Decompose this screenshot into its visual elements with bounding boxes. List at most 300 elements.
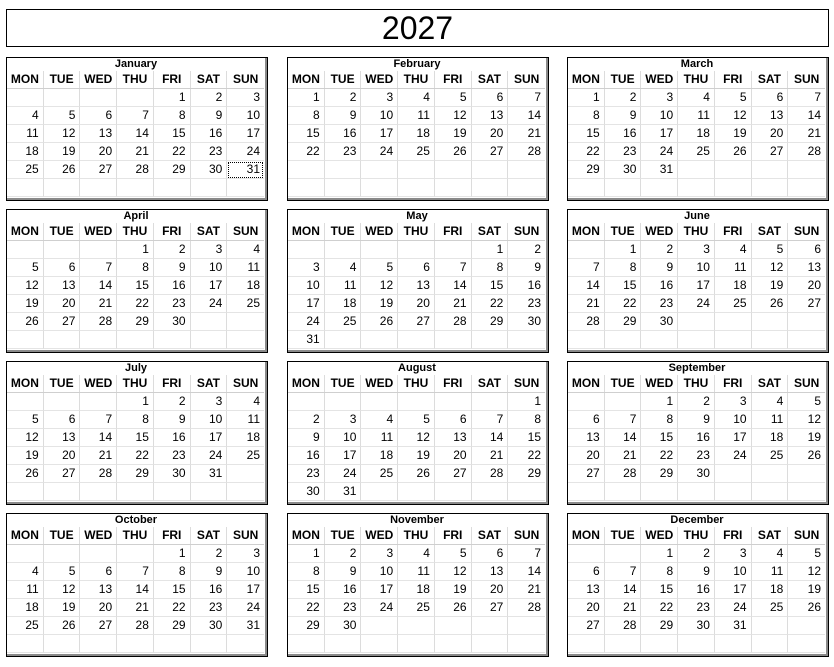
day-cell[interactable]: 6 [472, 545, 509, 563]
day-cell[interactable]: 16 [154, 277, 191, 295]
day-cell[interactable]: 30 [678, 465, 715, 483]
day-cell[interactable]: 6 [788, 241, 825, 259]
day-cell[interactable]: 22 [154, 599, 191, 617]
day-cell[interactable]: 14 [80, 277, 117, 295]
day-cell[interactable]: 27 [568, 617, 605, 635]
day-cell[interactable]: 16 [678, 429, 715, 447]
day-cell[interactable]: 11 [678, 107, 715, 125]
day-cell[interactable] [752, 635, 789, 653]
day-cell[interactable]: 23 [678, 447, 715, 465]
day-cell[interactable] [44, 331, 81, 349]
day-cell[interactable] [44, 179, 81, 197]
day-cell[interactable]: 21 [508, 125, 545, 143]
day-cell[interactable]: 2 [154, 241, 191, 259]
day-cell[interactable]: 27 [44, 465, 81, 483]
day-cell[interactable]: 15 [288, 581, 325, 599]
day-cell[interactable] [435, 393, 472, 411]
day-cell[interactable]: 21 [117, 143, 154, 161]
day-cell[interactable]: 24 [325, 465, 362, 483]
day-cell[interactable] [568, 241, 605, 259]
day-cell[interactable]: 17 [715, 581, 752, 599]
day-cell[interactable] [80, 545, 117, 563]
day-cell[interactable]: 8 [117, 411, 154, 429]
day-cell[interactable]: 2 [288, 411, 325, 429]
day-cell[interactable]: 18 [227, 277, 264, 295]
day-cell[interactable]: 28 [80, 313, 117, 331]
day-cell[interactable]: 7 [435, 259, 472, 277]
day-cell[interactable]: 30 [605, 161, 642, 179]
day-cell[interactable]: 30 [191, 617, 228, 635]
day-cell[interactable] [678, 635, 715, 653]
day-cell[interactable]: 4 [325, 259, 362, 277]
day-cell[interactable] [80, 89, 117, 107]
day-cell[interactable]: 29 [641, 465, 678, 483]
day-cell[interactable] [44, 89, 81, 107]
day-cell[interactable]: 24 [191, 447, 228, 465]
day-cell[interactable] [288, 161, 325, 179]
day-cell[interactable]: 27 [44, 313, 81, 331]
day-cell[interactable]: 24 [191, 295, 228, 313]
day-cell[interactable] [325, 635, 362, 653]
day-cell[interactable]: 26 [788, 599, 825, 617]
day-cell[interactable]: 13 [568, 581, 605, 599]
day-cell[interactable]: 23 [191, 143, 228, 161]
day-cell[interactable]: 10 [361, 563, 398, 581]
day-cell[interactable] [117, 635, 154, 653]
day-cell[interactable]: 21 [605, 599, 642, 617]
day-cell[interactable] [752, 617, 789, 635]
day-cell[interactable]: 19 [398, 447, 435, 465]
day-cell[interactable]: 9 [191, 107, 228, 125]
day-cell[interactable]: 21 [508, 581, 545, 599]
day-cell[interactable]: 3 [325, 411, 362, 429]
day-cell[interactable]: 25 [227, 447, 264, 465]
day-cell[interactable]: 17 [325, 447, 362, 465]
day-cell[interactable]: 11 [398, 107, 435, 125]
day-cell[interactable] [361, 617, 398, 635]
day-cell[interactable]: 6 [398, 259, 435, 277]
day-cell[interactable] [472, 179, 509, 197]
day-cell[interactable]: 11 [361, 429, 398, 447]
day-cell[interactable]: 18 [752, 429, 789, 447]
day-cell[interactable] [788, 465, 825, 483]
day-cell[interactable]: 15 [605, 277, 642, 295]
day-cell[interactable]: 29 [508, 465, 545, 483]
day-cell[interactable]: 3 [191, 241, 228, 259]
day-cell[interactable]: 11 [398, 563, 435, 581]
day-cell[interactable]: 15 [288, 125, 325, 143]
day-cell[interactable]: 10 [288, 277, 325, 295]
day-cell[interactable] [568, 483, 605, 501]
day-cell[interactable]: 25 [715, 295, 752, 313]
day-cell[interactable]: 1 [154, 89, 191, 107]
day-cell[interactable]: 16 [678, 581, 715, 599]
day-cell[interactable]: 31 [641, 161, 678, 179]
day-cell[interactable]: 11 [325, 277, 362, 295]
day-cell[interactable]: 19 [44, 599, 81, 617]
day-cell[interactable]: 9 [325, 107, 362, 125]
day-cell[interactable]: 22 [568, 143, 605, 161]
day-cell[interactable]: 9 [678, 563, 715, 581]
day-cell[interactable]: 23 [325, 599, 362, 617]
day-cell[interactable]: 28 [508, 143, 545, 161]
day-cell[interactable]: 24 [715, 447, 752, 465]
day-cell[interactable]: 8 [288, 107, 325, 125]
day-cell[interactable]: 14 [435, 277, 472, 295]
day-cell[interactable]: 23 [288, 465, 325, 483]
day-cell[interactable] [361, 393, 398, 411]
day-cell[interactable]: 27 [472, 143, 509, 161]
day-cell[interactable]: 7 [605, 411, 642, 429]
day-cell[interactable] [191, 313, 228, 331]
day-cell[interactable]: 19 [361, 295, 398, 313]
day-cell[interactable]: 23 [678, 599, 715, 617]
day-cell[interactable] [678, 179, 715, 197]
day-cell[interactable]: 17 [191, 429, 228, 447]
day-cell[interactable] [117, 179, 154, 197]
day-cell[interactable]: 16 [508, 277, 545, 295]
day-cell[interactable]: 2 [325, 545, 362, 563]
day-cell[interactable]: 7 [117, 107, 154, 125]
day-cell[interactable]: 22 [641, 599, 678, 617]
day-cell[interactable] [80, 393, 117, 411]
day-cell[interactable]: 11 [227, 259, 264, 277]
day-cell[interactable] [472, 161, 509, 179]
day-cell[interactable] [568, 393, 605, 411]
day-cell[interactable] [398, 393, 435, 411]
day-cell[interactable]: 4 [7, 107, 44, 125]
day-cell[interactable]: 12 [361, 277, 398, 295]
day-cell[interactable]: 16 [288, 447, 325, 465]
day-cell[interactable] [508, 617, 545, 635]
day-cell[interactable]: 27 [80, 161, 117, 179]
day-cell[interactable] [752, 161, 789, 179]
day-cell[interactable]: 30 [508, 313, 545, 331]
day-cell[interactable]: 1 [641, 545, 678, 563]
day-cell[interactable]: 17 [361, 581, 398, 599]
day-cell[interactable] [568, 635, 605, 653]
day-cell[interactable]: 23 [154, 295, 191, 313]
day-cell[interactable] [435, 483, 472, 501]
day-cell[interactable]: 24 [361, 599, 398, 617]
day-cell[interactable]: 14 [80, 429, 117, 447]
day-cell[interactable] [568, 545, 605, 563]
day-cell[interactable]: 9 [678, 411, 715, 429]
day-cell[interactable]: 11 [715, 259, 752, 277]
day-cell[interactable]: 16 [191, 581, 228, 599]
day-cell[interactable] [80, 241, 117, 259]
day-cell[interactable]: 22 [288, 599, 325, 617]
day-cell[interactable]: 11 [7, 125, 44, 143]
day-cell[interactable]: 10 [715, 563, 752, 581]
day-cell[interactable]: 23 [325, 143, 362, 161]
day-cell[interactable]: 9 [325, 563, 362, 581]
day-cell[interactable]: 30 [641, 313, 678, 331]
day-cell[interactable]: 22 [117, 447, 154, 465]
day-cell[interactable]: 29 [117, 465, 154, 483]
day-cell[interactable] [191, 331, 228, 349]
day-cell[interactable]: 13 [472, 563, 509, 581]
day-cell[interactable]: 23 [605, 143, 642, 161]
day-cell[interactable] [227, 331, 264, 349]
day-cell[interactable]: 19 [7, 447, 44, 465]
day-cell[interactable]: 1 [288, 545, 325, 563]
day-cell[interactable]: 15 [117, 277, 154, 295]
day-cell[interactable]: 2 [678, 545, 715, 563]
day-cell[interactable] [80, 483, 117, 501]
day-cell[interactable]: 21 [788, 125, 825, 143]
day-cell[interactable]: 9 [191, 563, 228, 581]
day-cell[interactable]: 3 [191, 393, 228, 411]
day-cell[interactable]: 11 [227, 411, 264, 429]
day-cell[interactable] [288, 393, 325, 411]
day-cell[interactable] [7, 545, 44, 563]
day-cell[interactable]: 30 [154, 465, 191, 483]
day-cell[interactable]: 2 [678, 393, 715, 411]
day-cell[interactable]: 10 [227, 563, 264, 581]
day-cell[interactable]: 1 [154, 545, 191, 563]
day-cell[interactable]: 6 [44, 259, 81, 277]
day-cell[interactable]: 24 [715, 599, 752, 617]
day-cell[interactable] [641, 483, 678, 501]
day-cell[interactable]: 21 [117, 599, 154, 617]
day-cell[interactable] [678, 161, 715, 179]
day-cell[interactable] [7, 635, 44, 653]
day-cell[interactable] [191, 635, 228, 653]
day-cell[interactable]: 1 [117, 241, 154, 259]
day-cell[interactable] [788, 617, 825, 635]
day-cell[interactable] [398, 241, 435, 259]
day-cell[interactable]: 8 [568, 107, 605, 125]
day-cell[interactable]: 15 [641, 581, 678, 599]
day-cell[interactable]: 20 [568, 599, 605, 617]
day-cell[interactable]: 28 [605, 465, 642, 483]
day-cell[interactable]: 20 [472, 125, 509, 143]
day-cell[interactable]: 9 [508, 259, 545, 277]
day-cell[interactable]: 28 [117, 617, 154, 635]
day-cell[interactable]: 19 [788, 429, 825, 447]
day-cell[interactable] [435, 331, 472, 349]
day-cell[interactable]: 27 [752, 143, 789, 161]
day-cell[interactable] [7, 179, 44, 197]
day-cell[interactable]: 20 [752, 125, 789, 143]
day-cell[interactable] [435, 241, 472, 259]
day-cell[interactable] [361, 241, 398, 259]
day-cell[interactable]: 3 [361, 89, 398, 107]
day-cell[interactable] [398, 483, 435, 501]
day-cell[interactable]: 11 [7, 581, 44, 599]
day-cell[interactable]: 18 [7, 143, 44, 161]
day-cell[interactable]: 4 [752, 545, 789, 563]
day-cell[interactable]: 3 [641, 89, 678, 107]
day-cell[interactable]: 15 [568, 125, 605, 143]
day-cell[interactable]: 25 [398, 599, 435, 617]
day-cell[interactable]: 16 [605, 125, 642, 143]
day-cell[interactable] [788, 635, 825, 653]
day-cell[interactable]: 19 [44, 143, 81, 161]
day-cell[interactable]: 31 [191, 465, 228, 483]
day-cell[interactable]: 18 [678, 125, 715, 143]
day-cell[interactable] [508, 635, 545, 653]
day-cell[interactable]: 31 [288, 331, 325, 349]
day-cell[interactable]: 19 [715, 125, 752, 143]
day-cell[interactable]: 14 [117, 581, 154, 599]
day-cell[interactable] [605, 483, 642, 501]
day-cell[interactable] [788, 483, 825, 501]
day-cell[interactable]: 6 [568, 411, 605, 429]
day-cell[interactable]: 16 [154, 429, 191, 447]
day-cell[interactable]: 22 [472, 295, 509, 313]
day-cell[interactable]: 15 [472, 277, 509, 295]
day-cell[interactable] [80, 635, 117, 653]
day-cell[interactable]: 30 [325, 617, 362, 635]
day-cell[interactable]: 29 [117, 313, 154, 331]
day-cell[interactable]: 18 [7, 599, 44, 617]
day-cell[interactable]: 4 [361, 411, 398, 429]
day-cell[interactable]: 28 [605, 617, 642, 635]
day-cell[interactable]: 3 [227, 545, 264, 563]
day-cell[interactable]: 12 [788, 411, 825, 429]
day-cell[interactable]: 1 [568, 89, 605, 107]
day-cell[interactable] [472, 617, 509, 635]
day-cell[interactable]: 22 [154, 143, 191, 161]
day-cell[interactable]: 8 [508, 411, 545, 429]
day-cell[interactable] [117, 483, 154, 501]
day-cell[interactable] [641, 331, 678, 349]
day-cell[interactable]: 19 [435, 581, 472, 599]
day-cell[interactable]: 15 [508, 429, 545, 447]
day-cell[interactable]: 26 [7, 465, 44, 483]
day-cell[interactable]: 25 [7, 161, 44, 179]
day-cell[interactable]: 2 [641, 241, 678, 259]
day-cell[interactable]: 5 [788, 545, 825, 563]
day-cell[interactable] [361, 331, 398, 349]
day-cell[interactable] [715, 179, 752, 197]
day-cell[interactable]: 29 [605, 313, 642, 331]
day-cell[interactable]: 10 [678, 259, 715, 277]
day-cell[interactable]: 20 [435, 447, 472, 465]
day-cell[interactable]: 1 [508, 393, 545, 411]
day-cell[interactable] [435, 161, 472, 179]
day-cell[interactable] [752, 179, 789, 197]
day-cell[interactable]: 14 [508, 107, 545, 125]
day-cell[interactable]: 31 [227, 617, 264, 635]
day-cell[interactable]: 1 [641, 393, 678, 411]
day-cell[interactable] [715, 635, 752, 653]
day-cell[interactable]: 5 [398, 411, 435, 429]
day-cell[interactable]: 8 [641, 563, 678, 581]
day-cell[interactable]: 20 [80, 143, 117, 161]
day-cell[interactable]: 26 [435, 599, 472, 617]
day-cell[interactable]: 29 [472, 313, 509, 331]
day-cell[interactable] [752, 465, 789, 483]
day-cell[interactable] [715, 313, 752, 331]
day-cell[interactable] [435, 635, 472, 653]
day-cell[interactable] [788, 161, 825, 179]
day-cell[interactable] [191, 179, 228, 197]
day-cell[interactable]: 7 [80, 411, 117, 429]
day-cell[interactable]: 12 [398, 429, 435, 447]
day-cell[interactable]: 11 [752, 411, 789, 429]
day-cell[interactable]: 9 [154, 411, 191, 429]
day-cell[interactable] [678, 313, 715, 331]
day-cell[interactable]: 14 [472, 429, 509, 447]
day-cell[interactable]: 31 [715, 617, 752, 635]
day-cell[interactable]: 28 [472, 465, 509, 483]
day-cell[interactable] [752, 483, 789, 501]
day-cell[interactable]: 12 [44, 581, 81, 599]
day-cell[interactable]: 17 [361, 125, 398, 143]
day-cell[interactable]: 3 [227, 89, 264, 107]
day-cell[interactable] [325, 179, 362, 197]
day-cell[interactable]: 20 [44, 447, 81, 465]
day-cell[interactable]: 7 [788, 89, 825, 107]
day-cell[interactable]: 25 [325, 313, 362, 331]
day-cell[interactable] [788, 313, 825, 331]
day-cell[interactable]: 7 [80, 259, 117, 277]
day-cell[interactable]: 22 [117, 295, 154, 313]
day-cell[interactable]: 12 [752, 259, 789, 277]
day-cell[interactable]: 25 [752, 447, 789, 465]
day-cell[interactable]: 13 [788, 259, 825, 277]
day-cell[interactable]: 30 [288, 483, 325, 501]
day-cell[interactable]: 1 [472, 241, 509, 259]
day-cell[interactable]: 20 [568, 447, 605, 465]
day-cell[interactable]: 4 [398, 545, 435, 563]
day-cell[interactable]: 28 [788, 143, 825, 161]
day-cell[interactable]: 18 [398, 125, 435, 143]
day-cell[interactable]: 5 [435, 89, 472, 107]
day-cell[interactable] [788, 331, 825, 349]
day-cell[interactable] [398, 179, 435, 197]
day-cell[interactable]: 25 [678, 143, 715, 161]
day-cell[interactable] [361, 635, 398, 653]
day-cell[interactable]: 31 [227, 161, 264, 179]
day-cell[interactable] [227, 179, 264, 197]
day-cell[interactable]: 17 [641, 125, 678, 143]
day-cell[interactable]: 12 [7, 429, 44, 447]
day-cell[interactable]: 17 [227, 581, 264, 599]
day-cell[interactable]: 21 [605, 447, 642, 465]
day-cell[interactable] [227, 465, 264, 483]
day-cell[interactable]: 1 [605, 241, 642, 259]
day-cell[interactable]: 28 [508, 599, 545, 617]
day-cell[interactable]: 16 [325, 581, 362, 599]
day-cell[interactable] [7, 331, 44, 349]
day-cell[interactable] [227, 635, 264, 653]
day-cell[interactable]: 8 [154, 107, 191, 125]
day-cell[interactable] [154, 483, 191, 501]
day-cell[interactable]: 29 [641, 617, 678, 635]
day-cell[interactable]: 10 [325, 429, 362, 447]
day-cell[interactable] [361, 179, 398, 197]
day-cell[interactable] [752, 331, 789, 349]
day-cell[interactable]: 23 [154, 447, 191, 465]
day-cell[interactable]: 14 [788, 107, 825, 125]
day-cell[interactable] [80, 331, 117, 349]
day-cell[interactable]: 1 [288, 89, 325, 107]
day-cell[interactable]: 28 [435, 313, 472, 331]
day-cell[interactable]: 20 [472, 581, 509, 599]
day-cell[interactable]: 19 [752, 277, 789, 295]
day-cell[interactable] [605, 635, 642, 653]
day-cell[interactable]: 25 [227, 295, 264, 313]
day-cell[interactable] [678, 483, 715, 501]
day-cell[interactable]: 3 [678, 241, 715, 259]
day-cell[interactable]: 12 [788, 563, 825, 581]
day-cell[interactable] [7, 393, 44, 411]
day-cell[interactable] [44, 393, 81, 411]
